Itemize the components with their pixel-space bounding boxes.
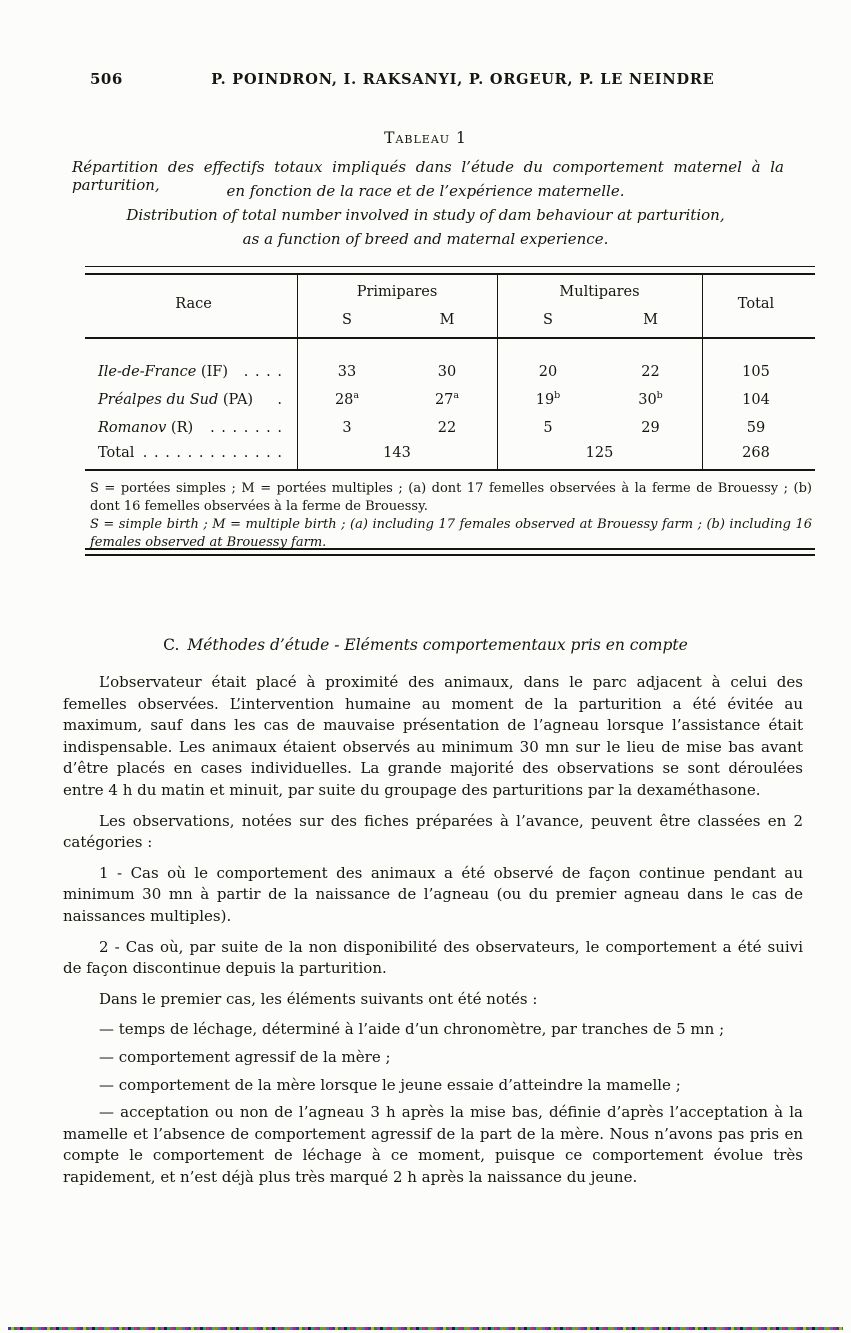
table-label: Tableau 1 [384,129,467,147]
cell-pa-mult-s [497,389,599,411]
column-header-race: Race [175,296,212,312]
table-header-rule [85,337,815,339]
subheader-multipares-s: S [543,312,553,328]
breed-name: Ile-de-France [98,364,197,380]
cell-r-prim-s: 3 [342,420,352,436]
dot-leader: . . . . . . . [210,420,283,436]
cell-value: 27 [434,392,454,408]
cell-pa-total: 104 [742,392,770,408]
table-top-rule-thick [85,273,815,275]
cell-if-total: 105 [742,364,770,380]
footnote-marker-b: b [554,390,561,402]
footnote-english: S = simple birth ; M = multiple birth ; (a) including 17 females observed at Brouessy farm ; (b) including 16 females observed at Brouessy farm. [90,517,812,550]
table-caption-en-line2: as a function of breed and maternal experience. [242,230,609,248]
cell-r-mult-m: 29 [641,420,660,436]
subheader-multipares-m: M [643,312,658,328]
subheader-primipares-s: S [342,312,352,328]
footnote-french: S = portées simples ; M = portées multiples ; (a) dont 17 femelles observées à la ferme de Brouessy ; (b) dont 16 femelles observées à la ferme de Brouessy. [90,481,812,514]
section-title: Méthodes d’étude - Eléments comportementaux pris en compte [187,636,688,654]
cell-if-mult-m: 22 [641,364,660,380]
paragraph-case-1: 1 - Cas où le comportement des animaux a été observé de façon continue pendant au minimum 30 mn à partir de la naissance de l’agneau (ou du premier agneau dans le cas de naissances multiples). [63,863,803,925]
table-caption-fr-line2: en fonction de la race et de l’expérience maternelle. [226,182,625,200]
dot-leader: . [277,392,283,408]
list-item-aggressive-behaviour: — comportement agressif de la mère ; [99,1047,391,1066]
cell-value: 28 [334,392,354,408]
section-label: C. [163,636,180,654]
dot-leader: . . . . [243,364,283,380]
running-head [90,70,803,88]
cell-value: 19 [535,392,555,408]
breed-name: Préalpes du Sud [98,392,219,408]
table-caption-en-line1: Distribution of total number involved in study of dam behaviour at parturition, [126,206,725,224]
breed-abbr: (R) [170,420,194,436]
cell-pa-mult-m [599,389,702,411]
cell-r-total: 59 [746,420,766,436]
column-header-primipares: Primipares [356,284,438,300]
list-item-licking-time: — temps de léchage, déterminé à l’aide d’un chronomètre, par tranches de 5 mn ; [99,1020,725,1039]
list-item-udder-seeking: — comportement de la mère lorsque le jeune essaie d’atteindre la mamelle ; [99,1075,681,1094]
list-item-lamb-acceptance: — acceptation ou non de l’agneau 3 h après la mise bas, définie d’après l’acceptation à la mamelle et l’absence de comportement agressif de la part de la mère. Nous n’avons pas pris en compte le comportement de léchage à ce moment, puisque ce comportement évolue très rapidement, et n’est déjà plus très marqué 2 h après la naissance du jeune. [63,1103,803,1186]
paragraph-observations: Les observations, notées sur des fiches préparées à l’avance, peuvent être classées en 2 catégories : [63,811,803,852]
table-total-row [90,442,297,464]
footnote-marker-b: b [656,390,663,402]
footnote-marker-a: a [353,390,360,402]
table-top-rule-thin [85,266,815,267]
cell-grand-total: 268 [742,445,770,461]
subheader-primipares-m: M [439,312,455,328]
cell-total-primipares: 143 [383,445,411,461]
table-row [90,389,297,411]
table-row [90,417,297,439]
cell-if-mult-s: 20 [538,364,558,380]
column-header-total: Total [737,296,775,312]
table-caption-fr-line1: Répartition des effectifs totaux impliqués dans l’étude du comportement maternel à la parturition, [72,158,784,194]
cell-if-prim-s: 33 [337,364,357,380]
total-label: Total [98,445,135,461]
footnote-marker-a: a [453,390,460,402]
paragraph-case-2: 2 - Cas où, par suite de la non disponibilité des observateurs, le comportement a été suivi de façon discontinue depuis la parturition. [63,937,803,978]
breed-name: Romanov [98,420,167,436]
dot-leader: . . . . . . . . . . . . . [142,445,283,461]
breed-abbr: (PA) [222,392,254,408]
body-text [63,672,803,1194]
cell-value: 30 [638,392,657,408]
section-heading [0,636,851,654]
cell-if-prim-m: 30 [437,364,457,380]
cell-pa-prim-m [397,389,497,411]
scan-artifact-color-strip [8,1327,843,1330]
cell-total-multipares: 125 [585,445,614,461]
section-divider-double-rule [85,548,815,556]
authors-running-head: P. POINDRON, I. RAKSANYI, P. ORGEUR, P. LE NEINDRE [211,71,715,88]
column-header-multipares: Multipares [559,284,640,300]
cell-r-prim-m: 22 [437,420,457,436]
table-row [90,361,297,383]
table-footnotes [90,480,812,552]
breed-abbr: (IF) [200,364,229,380]
table-1 [90,266,810,472]
cell-pa-prim-s [297,389,397,411]
table-bottom-rule [85,469,815,471]
paragraph-first-case-intro: Dans le premier cas, les éléments suivants ont été notés : [99,989,538,1008]
page-number: 506 [90,70,123,88]
paragraph-observer: L’observateur était placé à proximité des animaux, dans le parc adjacent à celui des femelles observées. L’intervention humaine au moment de la parturition a été évitée au maximum, sauf dans les cas de mauvaise présentation de l’agneau lorsque l’assistance était indispensable. Les animaux étaient observés au minimum 30 mn sur le lieu de mise bas avant d’être placés en cases individuelles. La grande majorité des observations se sont déroulées entre 4 h du matin et minuit, par suite du groupage des parturitions par la dexaméthasone. [63,673,803,799]
cell-r-mult-s: 5 [543,420,553,436]
